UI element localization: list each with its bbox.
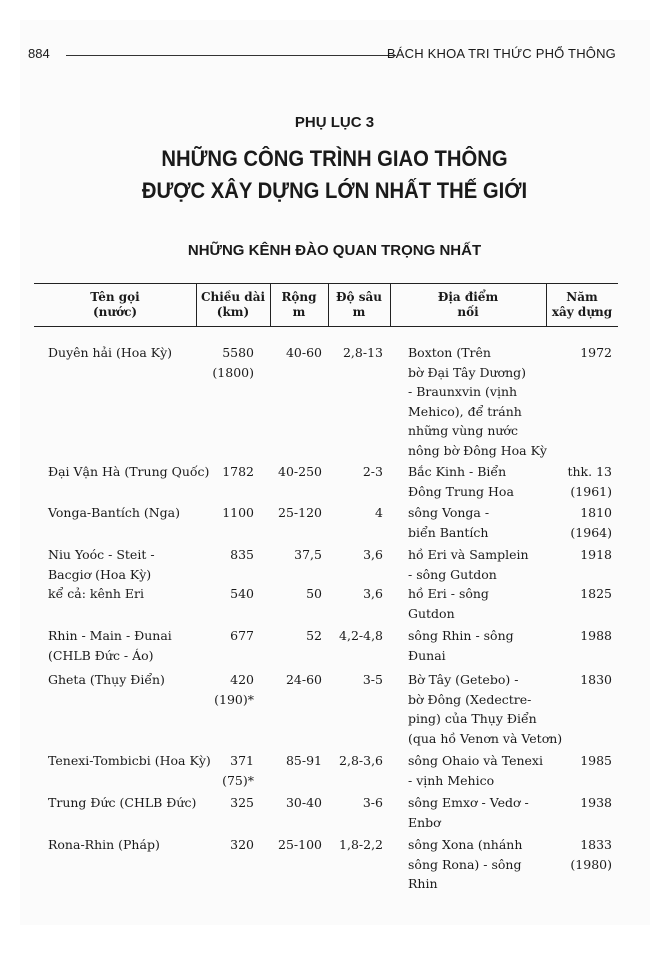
cell-depth: 2-3: [362, 464, 383, 479]
cell-name: Niu Yoóc - Steit - Bacgiơ (Hoa Kỳ): [48, 547, 155, 582]
cell-name: Gheta (Thụy Điển): [48, 672, 165, 687]
cell-depth: 2,8-13: [342, 345, 383, 360]
cell-name: Đại Vận Hà (Trung Quốc): [48, 464, 210, 479]
page-number: 884: [28, 46, 50, 61]
cell-depth: 4: [375, 505, 383, 520]
cell-year: 1985: [580, 753, 612, 768]
appendix-label: PHỤ LỤC 3: [294, 114, 375, 131]
column-header-depth: Độ sâu m: [336, 290, 382, 319]
cell-year: 1938: [580, 795, 612, 810]
cell-location: sông Ohaio và Tenexi - vịnh Mehico: [408, 753, 543, 788]
header-rule: [66, 55, 396, 56]
column-header-width: Rộng m: [281, 290, 317, 319]
cell-length: 325: [230, 795, 254, 810]
cell-width: 25-100: [278, 837, 322, 852]
cell-name: Tenexi-Tombicbi (Hoa Kỳ): [48, 753, 211, 768]
cell-location: sông Xona (nhánh sông Rona) - sông Rhin: [408, 837, 523, 891]
cell-length: 371 (75)*: [222, 753, 254, 788]
cell-year: thk. 13 (1961): [567, 464, 612, 499]
cell-width: 30-40: [285, 795, 322, 810]
column-header-length: Chiều dài (km): [200, 290, 266, 319]
cell-length: 540: [230, 586, 254, 601]
cell-name: Vonga-Bantích (Nga): [48, 505, 181, 520]
cell-location: sông Emxơ - Vedơ - Enbơ: [408, 795, 529, 830]
cell-location: Bờ Tây (Getebo) - bờ Đông (Xedectre- ping) của Thụy Điển (qua hồ Venơn và Vetơn): [408, 672, 563, 746]
cell-depth: 4,2-4,8: [339, 628, 383, 643]
cell-depth: 3-6: [362, 795, 383, 810]
cell-length: 5580 (1800): [212, 345, 254, 380]
cell-name: Rhin - Main - Đunai (CHLB Đức - Áo): [48, 628, 172, 663]
cell-depth: 3-5: [362, 672, 383, 687]
cell-year: 1830: [580, 672, 612, 687]
section-title: NHỮNG KÊNH ĐÀO QUAN TRỌNG NHẤT: [187, 242, 482, 259]
cell-name: Duyên hải (Hoa Kỳ): [48, 345, 173, 360]
column-header-name: Tên gọi (nước): [90, 290, 140, 319]
cell-year: 1918: [580, 547, 612, 562]
cell-name: Trung Đức (CHLB Đức): [48, 795, 197, 810]
cell-location: sông Rhin - sông Đunai: [408, 628, 514, 663]
cell-width: 85-91: [285, 753, 322, 768]
cell-location: sông Vonga - biển Bantích: [408, 505, 490, 540]
cell-year: 1988: [580, 628, 612, 643]
cell-year: 1972: [580, 345, 612, 360]
running-header: [28, 42, 616, 62]
cell-name: kể cả: kênh Eri: [48, 586, 145, 601]
column-header-location: Địa điểm nối: [437, 290, 499, 319]
cell-width: 50: [306, 586, 322, 601]
cell-location: Boxton (Trên bờ Đại Tây Dương) - Braunxvin (vịnh Mehico), để tránh những vùng nước nông bờ Đông Hoa Kỳ: [408, 345, 547, 458]
cell-location: hồ Eri và Samplein - sông Gutdon: [408, 547, 529, 582]
title-line-2: ĐƯỢC XÂY DỰNG LỚN NHẤT THẾ GIỚI: [141, 178, 528, 203]
cell-location: hồ Eri - sông Gutdon: [408, 586, 489, 621]
cell-location: Bắc Kinh - Biển Đông Trung Hoa: [408, 464, 514, 499]
cell-depth: 2,8-3,6: [339, 753, 383, 768]
running-title: BÁCH KHOA TRI THỨC PHỔ THÔNG: [386, 46, 616, 61]
cell-length: 1782: [222, 464, 254, 479]
cell-depth: 3,6: [363, 586, 383, 601]
cell-length: 835: [230, 547, 254, 562]
cell-year: 1833 (1980): [570, 837, 612, 872]
title-line-1: NHỮNG CÔNG TRÌNH GIAO THÔNG: [161, 146, 508, 171]
cell-year: 1810 (1964): [570, 505, 612, 540]
cell-depth: 3,6: [363, 547, 383, 562]
cell-width: 40-60: [285, 345, 322, 360]
cell-width: 24-60: [285, 672, 322, 687]
cell-width: 52: [306, 628, 322, 643]
cell-length: 320: [230, 837, 254, 852]
cell-width: 25-120: [278, 505, 322, 520]
cell-year: 1825: [580, 586, 612, 601]
cell-length: 420 (190)*: [214, 672, 254, 707]
cell-width: 37,5: [294, 547, 322, 562]
cell-name: Rona-Rhin (Pháp): [48, 837, 160, 852]
cell-depth: 1,8-2,2: [339, 837, 383, 852]
column-header-year: Năm xây dựng: [551, 290, 613, 319]
table-header: [34, 283, 618, 327]
cell-length: 1100: [222, 505, 254, 520]
cell-length: 677: [230, 628, 254, 643]
cell-width: 40-250: [278, 464, 322, 479]
